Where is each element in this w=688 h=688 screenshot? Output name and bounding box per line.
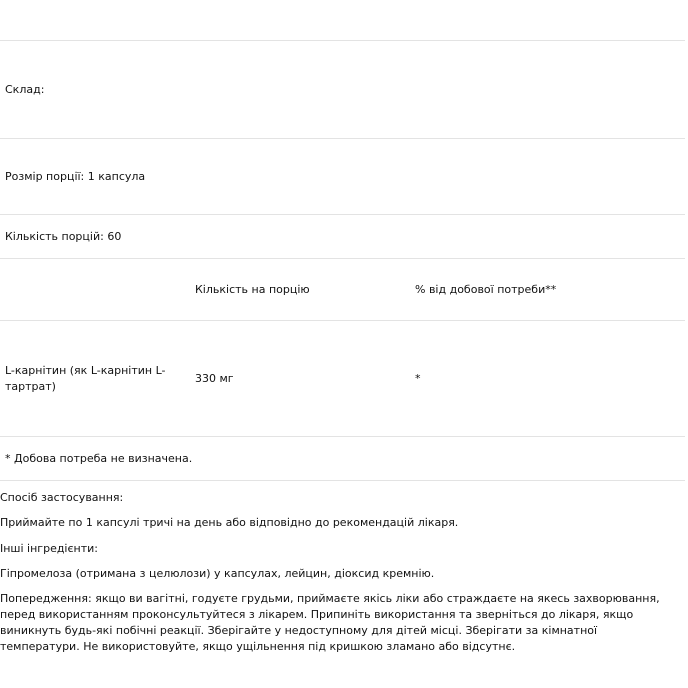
- usage-text-block: [0, 515, 680, 531]
- warning-text: Попередження: якщо ви вагітні, годуєте грудьми, приймаєте якісь ліки або страждаєте на якесь захворювання, перед використанням проконсультуйтеся з лікарем. Припиніть використання та зверніться до лікаря, якщо виникнуть будь-які побічні реакції. Зберігайте у недоступному для дітей місці. Зберігати за кімнатної температури. Не використовуйте, якщо ущільнення під кришкою зламано або відсутнє.: [0, 592, 660, 653]
- warning-section: [0, 591, 680, 655]
- header-daily-value: % від добової потреби**: [410, 259, 685, 321]
- usage-text: Приймайте по 1 капсулі тричі на день або відповідно до рекомендацій лікаря.: [0, 516, 459, 529]
- composition-label: Склад:: [0, 41, 685, 139]
- other-ingredients-text: Гіпромелоза (отримана з целюлози) у капсулах, лейцин, діоксид кремнію.: [0, 567, 435, 580]
- footnote: * Добова потреба не визначена.: [0, 437, 685, 481]
- ingredient-name: L-карнітин (як L-карнітин L-тартрат): [0, 321, 190, 437]
- supplement-facts-table: [0, 40, 685, 481]
- serving-size: Розмір порції: 1 капсула: [0, 139, 685, 215]
- servings-count-row: [0, 215, 685, 259]
- other-ingredients-text-block: [0, 566, 680, 582]
- ingredient-daily-value: *: [410, 321, 685, 437]
- other-ingredients-heading: Інші інгредієнти:: [0, 542, 98, 555]
- usage-heading: Спосіб застосування:: [0, 491, 124, 504]
- composition-row: [0, 41, 685, 139]
- servings-count: Кількість порцій: 60: [0, 215, 685, 259]
- footnote-row: [0, 437, 685, 481]
- header-amount: Кількість на порцію: [190, 259, 410, 321]
- table-row: [0, 321, 685, 437]
- header-empty-cell: [0, 259, 190, 321]
- other-ingredients-section: [0, 541, 680, 557]
- ingredient-amount: 330 мг: [190, 321, 410, 437]
- usage-section: [0, 490, 680, 506]
- serving-size-row: [0, 139, 685, 215]
- table-header-row: [0, 259, 685, 321]
